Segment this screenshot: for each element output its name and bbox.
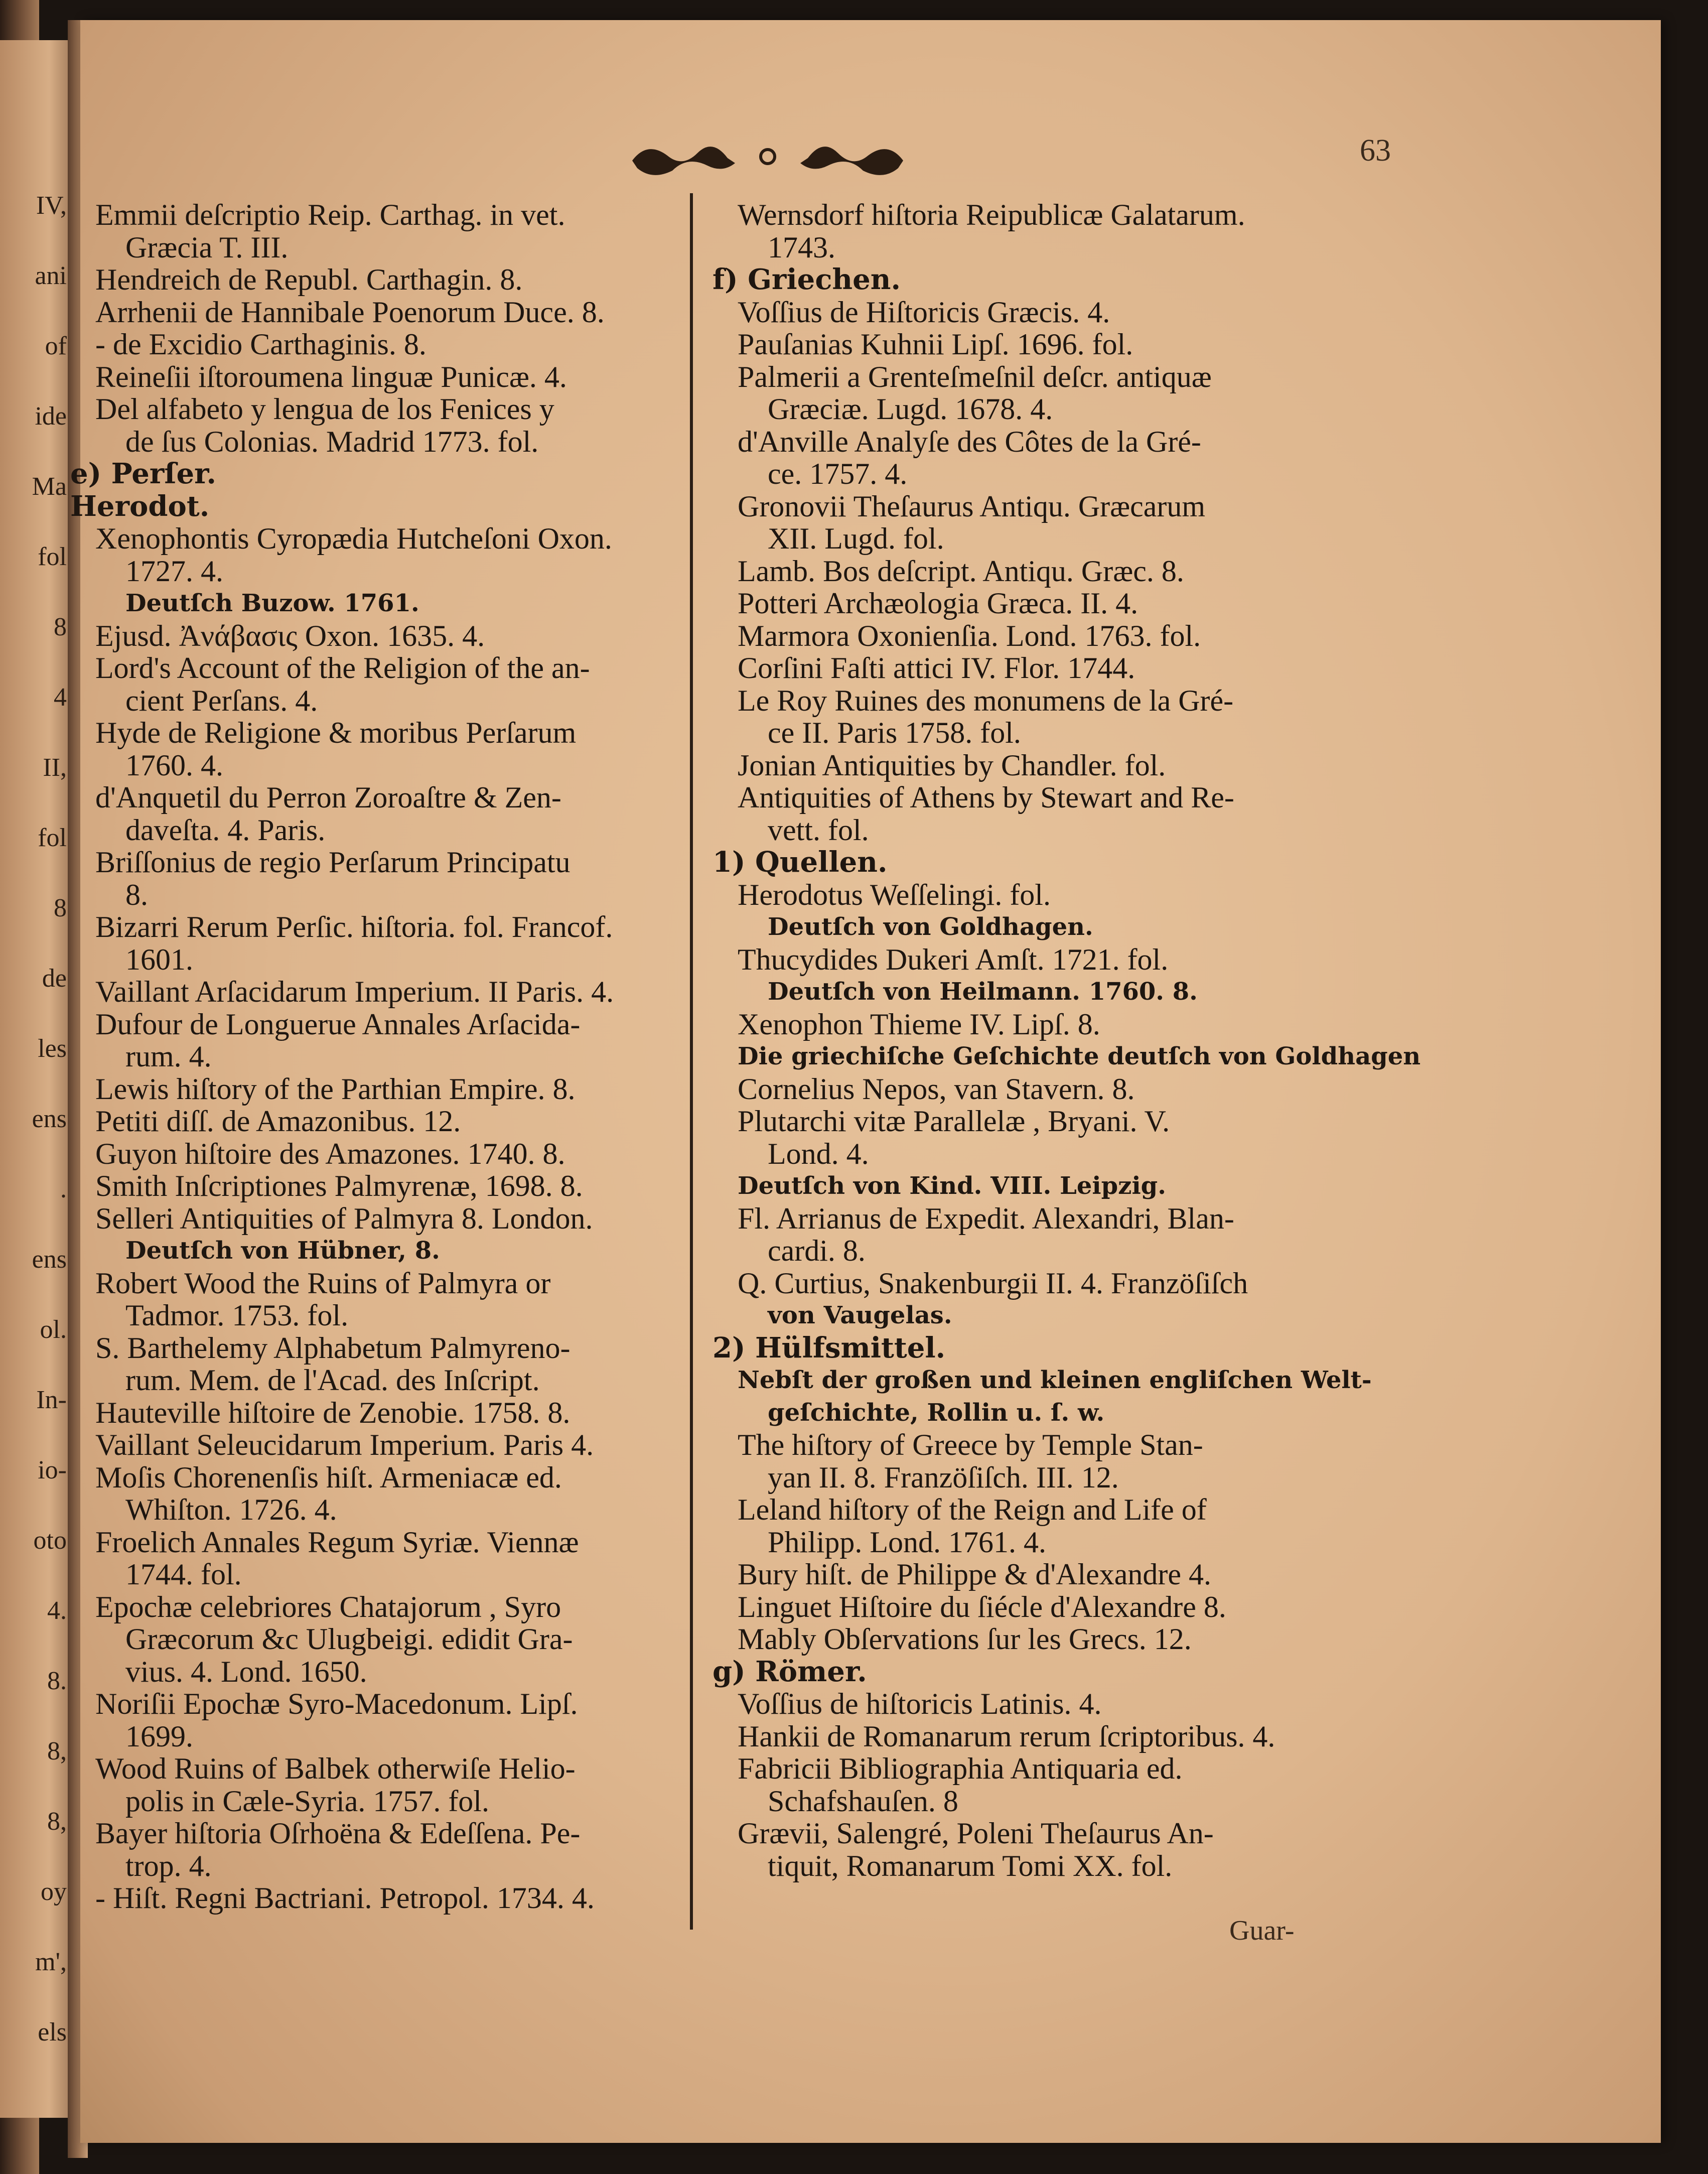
right-column-line: Herodotus Weſſelingi. fol. <box>738 878 1051 911</box>
right-column-line: Linguet Hiſtoire du ſiécle d'Alexandre 8. <box>738 1590 1226 1623</box>
right-column-line: Le Roy Ruines des monumens de la Gré- <box>738 684 1234 717</box>
left-column-line: vius. 4. Lond. 1650. <box>125 1655 367 1688</box>
left-column-line: 1727. 4. <box>125 554 223 588</box>
left-column-line: Lewis hiſtory of the Parthian Empire. 8. <box>95 1072 576 1106</box>
left-column-line: Moſis Chorenenſis hiſt. Armeniacæ ed. <box>95 1460 562 1494</box>
left-column-line: Emmii deſcriptio Reip. Carthag. in vet. <box>95 198 565 231</box>
right-column-line: The hiſtory of Greece by Temple Stan- <box>738 1428 1203 1461</box>
left-column-line: daveſta. 4. Paris. <box>125 813 326 847</box>
margin-fragment: 8, <box>47 1807 67 1836</box>
left-column-line: 8. <box>125 878 148 911</box>
right-column-line: g) Römer. <box>713 1655 867 1688</box>
margin-fragment: de <box>42 964 67 993</box>
left-column-line: Lord's Account of the Religion of the an- <box>95 651 590 685</box>
right-column-line: Palmerii a Grenteſmeſnil deſcr. antiquæ <box>738 360 1212 393</box>
right-column-line: Nebſt der großen und kleinen engliſchen Welt- <box>738 1366 1372 1394</box>
left-column-line: polis in Cæle-Syria. 1757. fol. <box>125 1784 489 1818</box>
right-column-line: Lamb. Bos deſcript. Antiqu. Græc. 8. <box>738 554 1184 588</box>
margin-fragment: fol <box>38 542 67 571</box>
right-column-line: yan II. 8. Franzöſiſch. III. 12. <box>768 1460 1119 1494</box>
left-column-line: Hauteville hiſtoire de Zenobie. 1758. 8. <box>95 1396 571 1429</box>
left-column-line: Dufour de Longuerue Annales Arſacida- <box>95 1007 581 1041</box>
left-column-line: 1760. 4. <box>125 748 223 782</box>
margin-fragment: 8 <box>54 894 67 922</box>
margin-fragment: ani <box>35 261 67 290</box>
left-column-line: Robert Wood the Ruins of Palmyra or <box>95 1266 551 1300</box>
right-column-line: Leland hiſtory of the Reign and Life of <box>738 1493 1207 1526</box>
margin-fragment: els <box>38 2018 67 2047</box>
right-column-line: Græciæ. Lugd. 1678. 4. <box>768 392 1053 426</box>
right-column-line: ce. 1757. 4. <box>768 457 908 490</box>
right-column-line: d'Anville Analyſe des Côtes de la Gré- <box>738 425 1201 458</box>
left-column-line: Græcorum &c Ulugbeigi. edidit Gra- <box>125 1622 573 1656</box>
left-column-line: Froelich Annales Regum Syriæ. Viennæ <box>95 1525 579 1559</box>
margin-fragment: ol. <box>40 1315 67 1344</box>
right-column-line: Q. Curtius, Snakenburgii II. 4. Franzöſiſch <box>738 1266 1248 1300</box>
margin-fragment: 4. <box>47 1596 67 1625</box>
right-column-line: tiquit, Romanarum Tomi XX. fol. <box>768 1849 1173 1882</box>
margin-fragment: . <box>60 1175 67 1203</box>
right-column-line: Lond. 4. <box>768 1137 869 1170</box>
margin-fragment: IV, <box>36 191 67 220</box>
right-column-line: Gronovii Theſaurus Antiqu. Græcarum <box>738 489 1206 523</box>
left-column-line: Wood Ruins of Balbek otherwiſe Helio- <box>95 1752 576 1785</box>
left-column-line: Deutſch Buzow. 1761. <box>125 589 419 617</box>
page-number: 63 <box>1360 133 1391 168</box>
right-column-line: Deutſch von Kind. VIII. Leipzig. <box>738 1172 1166 1200</box>
left-column-line: Reineſii iſtoroumena linguæ Punicæ. 4. <box>95 360 567 393</box>
right-column-line: ce II. Paris 1758. fol. <box>768 716 1021 749</box>
left-column-line: Hyde de Religione & moribus Perſarum <box>95 716 577 749</box>
right-column-line: XII. Lugd. fol. <box>768 522 944 555</box>
left-column-line: Græcia T. III. <box>125 230 289 264</box>
right-column-line: Plutarchi vitæ Parallelæ , Bryani. V. <box>738 1105 1170 1138</box>
margin-fragment: In- <box>36 1386 67 1414</box>
right-column-line: Deutſch von Heilmann. 1760. 8. <box>768 978 1198 1006</box>
right-column-line: Cornelius Nepos, van Stavern. 8. <box>738 1072 1135 1106</box>
right-column-line: Fl. Arrianus de Expedit. Alexandri, Blan- <box>738 1201 1234 1235</box>
left-column-line: Guyon hiſtoire des Amazones. 1740. 8. <box>95 1137 565 1170</box>
margin-fragment: of <box>45 332 67 360</box>
left-column-line: Briſſonius de regio Perſarum Principatu <box>95 846 571 879</box>
right-column-line: Mably Obſervations ſur les Grecs. 12. <box>738 1622 1192 1656</box>
left-page-edge <box>0 40 70 2118</box>
left-column-line: trop. 4. <box>125 1849 212 1882</box>
left-column-line: Vaillant Seleucidarum Imperium. Paris 4. <box>95 1428 594 1461</box>
margin-fragment: Ma <box>32 472 67 501</box>
right-column-line: von Vaugelas. <box>768 1301 952 1329</box>
left-column-line: Ejusd. Ἀνάβασις Oxon. 1635. 4. <box>95 619 485 652</box>
right-column-line: Potteri Archæologia Græca. II. 4. <box>738 587 1138 620</box>
left-column-line: Arrhenii de Hannibale Poenorum Duce. 8. <box>95 295 605 329</box>
left-column-line: rum. Mem. de l'Acad. des Inſcript. <box>125 1364 540 1397</box>
margin-fragment: 8 <box>54 613 67 641</box>
right-column-line: cardi. 8. <box>768 1234 866 1267</box>
left-column-line: Bizarri Rerum Perſic. hiſtoria. fol. Francof. <box>95 910 613 943</box>
left-column-line: Noriſii Epochæ Syro-Macedonum. Lipſ. <box>95 1687 578 1720</box>
margin-fragment: ide <box>35 402 67 431</box>
left-column-line: d'Anquetil du Perron Zoroaſtre & Zen- <box>95 781 561 814</box>
left-column-line: Xenophontis Cyropædia Hutcheſoni Oxon. <box>95 522 612 555</box>
left-column-line: e) Perſer. <box>70 457 216 490</box>
right-column-line: Pauſanias Kuhnii Lipſ. 1696. fol. <box>738 328 1133 361</box>
right-column-line: Bury hiſt. de Philippe & d'Alexandre 4. <box>738 1558 1212 1591</box>
column-rule <box>690 193 693 1930</box>
left-column-line: Bayer hiſtoria Oſrhoëna & Edeſſena. Pe- <box>95 1817 581 1850</box>
left-column-line: Tadmor. 1753. fol. <box>125 1299 349 1332</box>
margin-fragment: II, <box>43 753 67 782</box>
right-column-line: Corſini Faſti attici IV. Flor. 1744. <box>738 651 1135 685</box>
right-column-line: geſchichte, Rollin u. ſ. w. <box>768 1398 1105 1427</box>
right-column-line: vett. fol. <box>768 813 869 847</box>
margin-fragment: 8. <box>47 1667 67 1695</box>
right-column-line: Fabricii Bibliographia Antiquaria ed. <box>738 1752 1183 1785</box>
left-column-line: Selleri Antiquities of Palmyra 8. London. <box>95 1201 593 1235</box>
page <box>70 20 1661 2143</box>
catchword: Guar- <box>1229 1915 1295 1946</box>
right-column-line: Die griechiſche Geſchichte deutſch von Goldhagen <box>738 1042 1421 1070</box>
left-column-line: Deutſch von Hübner, 8. <box>125 1237 440 1265</box>
right-column-line: Schafshauſen. 8 <box>768 1784 958 1818</box>
right-column-line: Philipp. Lond. 1761. 4. <box>768 1525 1047 1559</box>
right-column-line: Hankii de Romanarum rerum ſcriptoribus. 4. <box>738 1719 1275 1753</box>
margin-fragment: ens <box>32 1105 67 1133</box>
margin-fragment: fol <box>38 824 67 852</box>
right-column-line: Voſſius de Hiſtoricis Græcis. 4. <box>738 295 1110 329</box>
margin-fragment: 4 <box>54 683 67 712</box>
right-column-line: Jonian Antiquities by Chandler. fol. <box>738 748 1166 782</box>
left-column-line: cient Perſans. 4. <box>125 684 318 717</box>
right-column-line: Grævii, Salengré, Poleni Theſaurus An- <box>738 1817 1214 1850</box>
left-column-line: rum. 4. <box>125 1040 212 1073</box>
left-column-line: S. Barthelemy Alphabetum Palmyreno- <box>95 1331 571 1365</box>
left-column-line: Epochæ celebriores Chatajorum , Syro <box>95 1590 561 1623</box>
left-column-line: 1601. <box>125 942 193 976</box>
margin-fragment: oy <box>41 1877 67 1906</box>
margin-fragment: oto <box>33 1526 67 1555</box>
right-column-line: Thucydides Dukeri Amſt. 1721. fol. <box>738 942 1169 976</box>
left-column-line: de ſus Colonias. Madrid 1773. fol. <box>125 425 539 458</box>
left-column-line: Hendreich de Republ. Carthagin. 8. <box>95 263 523 296</box>
left-column-line: 1744. fol. <box>125 1558 242 1591</box>
right-column-line: Xenophon Thieme IV. Lipſ. 8. <box>738 1007 1100 1041</box>
left-column-line: - Hiſt. Regni Bactriani. Petropol. 1734. 4. <box>95 1881 595 1915</box>
left-column-line: Vaillant Arſacidarum Imperium. II Paris. 4. <box>95 975 614 1008</box>
right-column-line: Deutſch von Goldhagen. <box>768 913 1093 941</box>
right-column-line: Voſſius de hiſtoricis Latinis. 4. <box>738 1687 1102 1720</box>
right-column-line: 2) Hülfsmittel. <box>713 1331 946 1365</box>
right-column-line: Wernsdorf hiſtoria Reipublicæ Galatarum. <box>738 198 1245 231</box>
margin-fragment: les <box>38 1034 67 1063</box>
right-column-line: 1743. <box>768 230 835 264</box>
right-column-line: Antiquities of Athens by Stewart and Re- <box>738 781 1234 814</box>
left-column-line: Petiti diſſ. de Amazonibus. 12. <box>95 1105 461 1138</box>
left-column-line: Del alfabeto y lengua de los Fenices y <box>95 392 554 426</box>
margin-fragment: 8, <box>47 1737 67 1765</box>
margin-fragment: io- <box>38 1456 67 1484</box>
left-column-line: 1699. <box>125 1719 193 1753</box>
left-column-line: Herodot. <box>70 489 210 523</box>
right-column-line: f) Griechen. <box>713 263 901 296</box>
right-column-line: 1) Quellen. <box>713 846 888 879</box>
margin-fragment: m', <box>35 1948 67 1976</box>
left-column-line: Smith Inſcriptiones Palmyrenæ, 1698. 8. <box>95 1169 583 1202</box>
margin-fragment: ens <box>32 1245 67 1274</box>
right-column-line: Marmora Oxonienſia. Lond. 1763. fol. <box>738 619 1201 652</box>
header-ornament-icon <box>627 125 908 186</box>
left-column-line: - de Excidio Carthaginis. 8. <box>95 328 426 361</box>
left-column-line: Whiſton. 1726. 4. <box>125 1493 337 1526</box>
